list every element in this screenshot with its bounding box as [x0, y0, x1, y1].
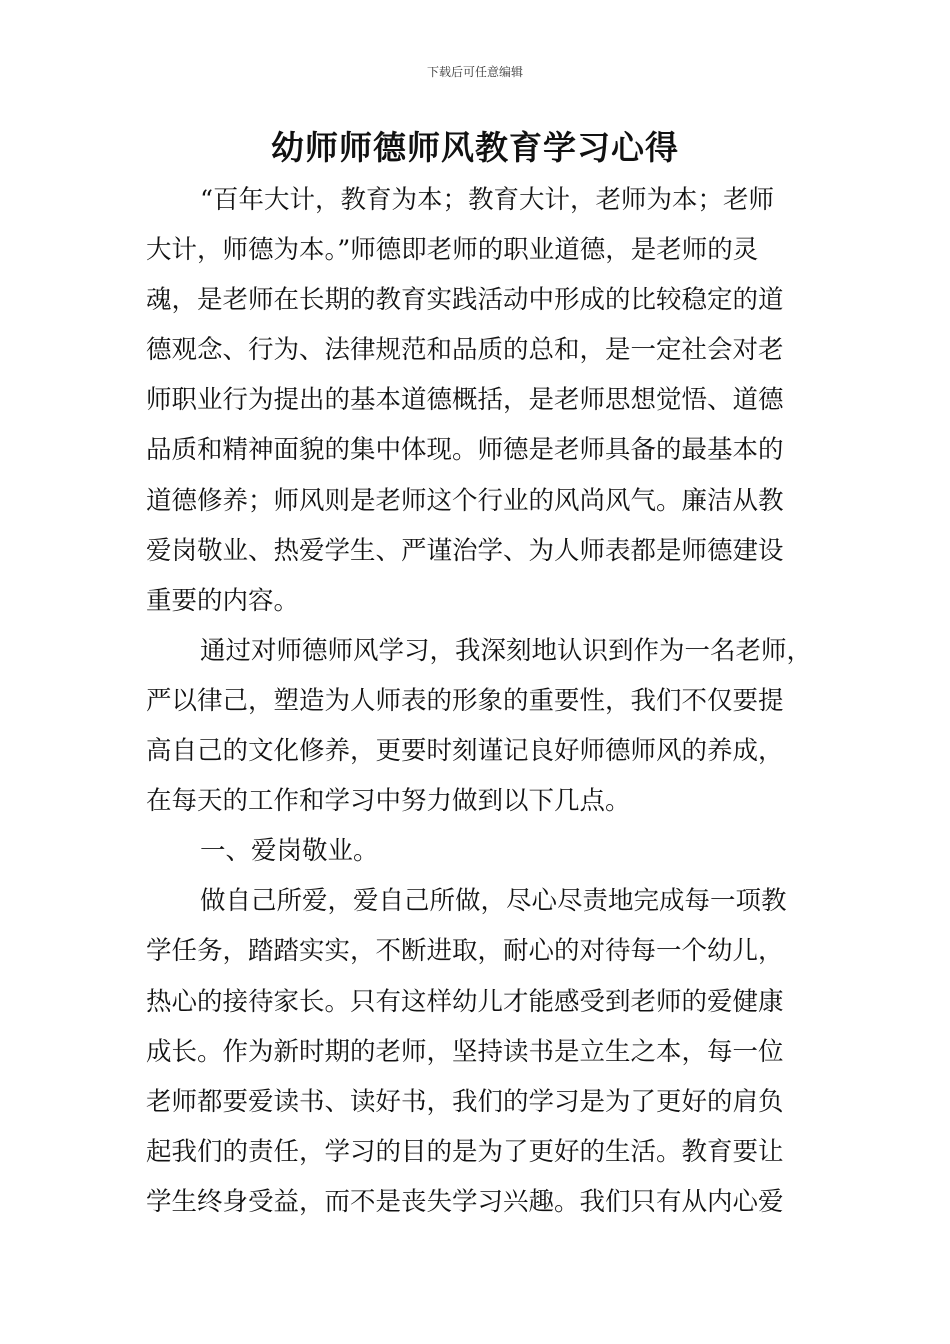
paragraph-line: “百年大计，教育为本；教育大计，老师为本；老师 [200, 185, 775, 215]
paragraph-line: 德观念、行为、法律规范和品质的总和，是一定社会对老 [146, 335, 784, 366]
paragraph-line: 通过对师德师风学习，我深刻地认识到作为一名老师， [200, 635, 813, 666]
header-note: 下载后可任意编辑 [426, 65, 523, 79]
paragraph-line: 老师都要爱读书、读好书，我们的学习是为了更好的肩负 [146, 1086, 784, 1117]
paragraph-line: 做自己所爱，爱自己所做，尽心尽责地完成每一项教 [200, 886, 787, 917]
paragraph-line: 学生终身受益，而不是丧失学习兴趣。我们只有从内心爱 [146, 1186, 784, 1217]
section-heading: 一、爱岗敬业。 [200, 836, 379, 867]
paragraph-line: 学任务，踏踏实实，不断进取，耐心的对待每一个幼儿， [146, 936, 784, 967]
paragraph-line: 起我们的责任，学习的目的是为了更好的生活。教育要让 [146, 1136, 784, 1167]
paragraph-line: 品质和精神面貌的集中体现。师德是老师具备的最基本的 [146, 435, 784, 466]
paragraph-line: 师职业行为提出的基本道德概括，是老师思想觉悟、道德 [146, 385, 784, 416]
paragraph-line: 严以律己，塑造为人师表的形象的重要性，我们不仅要提 [146, 685, 784, 716]
paragraph-line: 魂，是老师在长期的教育实践活动中形成的比较稳定的道 [146, 285, 784, 316]
paragraph-line: 爱岗敬业、热爱学生、严谨治学、为人师表都是师德建设 [146, 535, 784, 566]
paragraph-line: 热心的接待家长。只有这样幼儿才能感受到老师的爱健康 [146, 986, 784, 1017]
paragraph-line: 重要的内容。 [146, 585, 300, 616]
document-title: 幼师师德师风教育学习心得 [271, 128, 679, 167]
paragraph-line: 道德修养；师风则是老师这个行业的风尚风气。廉洁从教 [146, 485, 784, 516]
paragraph-line: 成长。作为新时期的老师，坚持读书是立生之本，每一位 [146, 1036, 784, 1067]
paragraph-line: 在每天的工作和学习中努力做到以下几点。 [146, 786, 631, 817]
paragraph-line: 大计，师德为本。”师德即老师的职业道德，是老师的灵 [146, 235, 759, 266]
paragraph-line: 高自己的文化修养，更要时刻谨记良好师德师风的养成， [146, 736, 784, 767]
document-body [146, 175, 813, 1227]
